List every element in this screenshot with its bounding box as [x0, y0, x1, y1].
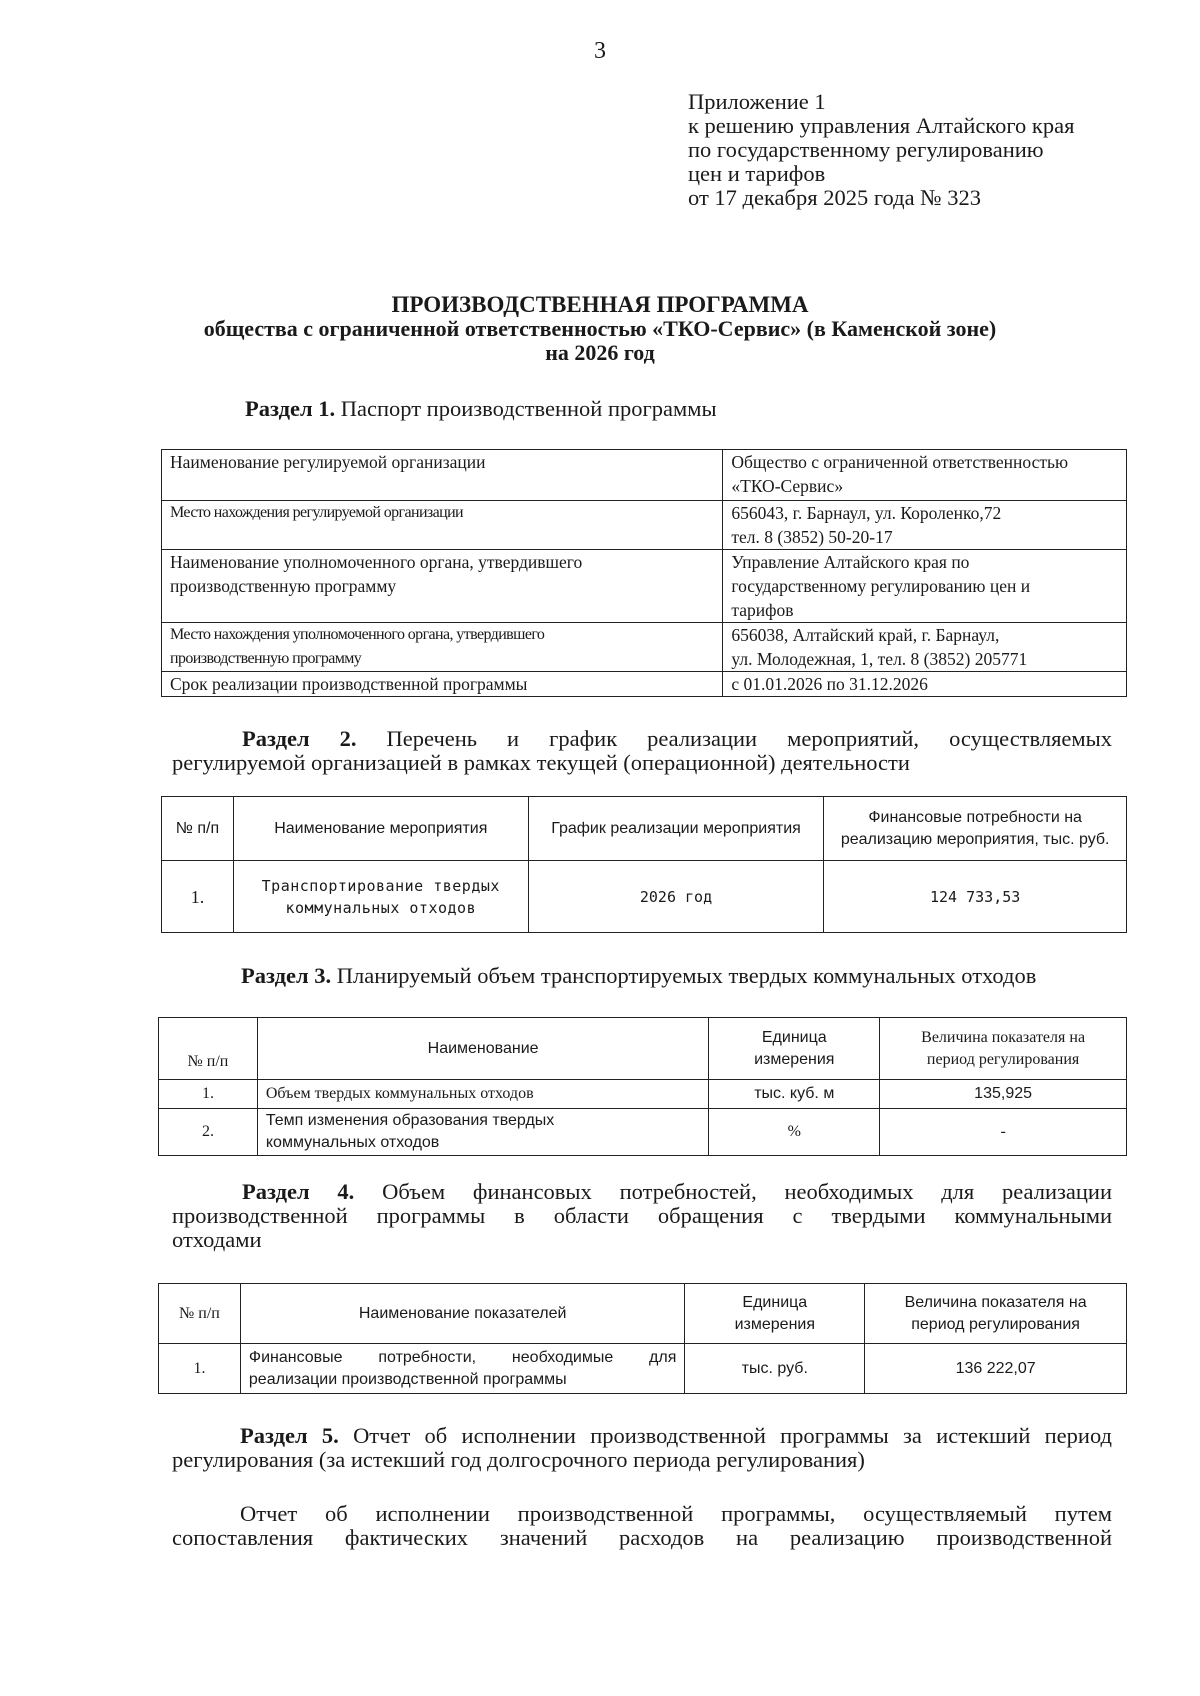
table-cell: Наименование регулируемой организации: [162, 450, 723, 501]
table-cell: 2.: [159, 1109, 258, 1156]
table-header-row: [159, 1284, 1127, 1344]
appendix-line: от 17 декабря 2025 года № 323: [688, 185, 982, 210]
appendix-line: к решению управления Алтайского края: [688, 113, 1075, 138]
table-row: [162, 672, 1127, 697]
document-title: [150, 293, 1050, 365]
table-cell: -: [880, 1109, 1127, 1156]
report-paragraph: Отчет об исполнении производственной программы, осуществляемый путем сопоставления фактических значений расходов на реализацию производственной: [172, 1501, 1112, 1550]
section-text: Паспорт производственной программы: [340, 396, 717, 421]
table-cell: 136 222,07: [865, 1344, 1127, 1394]
section3-heading: Раздел 3. Планируемый объем транспортируемых твердых коммунальных отходов: [241, 963, 1037, 988]
section-label: Раздел 3.: [241, 963, 332, 988]
title-subline: общества с ограниченной ответственностью «ТКО-Сервис» (в Каменской зоне): [203, 316, 997, 341]
table-cell: тыс. куб. м: [709, 1080, 880, 1109]
appendix-block: [688, 90, 1074, 210]
appendix-line: по государственному регулированию: [688, 137, 1044, 162]
table-row: [162, 861, 1127, 933]
table-cell: тыс. руб.: [685, 1344, 865, 1394]
table-row: [159, 1080, 1127, 1109]
column-header: Наименование мероприятия: [233, 797, 528, 861]
appendix-line: Приложение 1: [688, 89, 826, 114]
table-cell: 135,925: [880, 1080, 1127, 1109]
table-cell: Наименование уполномоченного органа, утвердившего производственную программу: [162, 550, 723, 623]
table-row: [162, 501, 1127, 550]
page-number: 3: [594, 38, 606, 64]
column-header: График реализации мероприятия: [528, 797, 824, 861]
table-row: [162, 450, 1127, 501]
section-label: Раздел 5.: [240, 1423, 339, 1448]
table-cell: 124 733,53: [824, 861, 1127, 933]
section5-heading: Раздел 5. Отчет об исполнении производственной программы за истекший период регулирования (за истекший год долгосрочного периода регулирования): [172, 1423, 1112, 1472]
section-label: Раздел 1.: [245, 396, 336, 421]
column-header: Единица измерения: [685, 1284, 865, 1344]
activities-table: [161, 796, 1127, 933]
appendix-line: цен и тарифов: [688, 161, 826, 186]
table-cell: Транспортирование твердых коммунальных отходов: [233, 861, 528, 933]
table-cell: Финансовые потребности, необходимые для реализации производственной программы: [240, 1344, 684, 1394]
section-label: Раздел 2.: [242, 726, 357, 751]
table-row: [159, 1344, 1127, 1394]
column-header: № п/п: [162, 797, 234, 861]
table-cell: 656043, г. Барнаул, ул. Короленко,72 тел. 8 (3852) 50-20-17: [723, 501, 1127, 550]
table-row: [162, 623, 1127, 672]
table-cell: 1.: [159, 1344, 241, 1394]
table-row: [159, 1109, 1127, 1156]
table-cell: Место нахождения регулируемой организации: [162, 501, 723, 550]
section1-heading: [245, 397, 717, 421]
column-header: Величина показателя на период регулирования: [865, 1284, 1127, 1344]
table-cell: 1.: [159, 1080, 258, 1109]
column-header: Единица измерения: [709, 1018, 880, 1080]
table-cell: с 01.01.2026 по 31.12.2026: [723, 672, 1127, 697]
section4-heading: Раздел 4. Объем финансовых потребностей, необходимых для реализации производственной программы в области обращения с твердыми коммунальными отходами: [172, 1179, 1113, 1252]
table-cell: 656038, Алтайский край, г. Барнаул, ул. Молодежная, 1, тел. 8 (3852) 205771: [723, 623, 1127, 672]
column-header: Наименование показателей: [240, 1284, 684, 1344]
column-header: Величина показателя на период регулирования: [880, 1018, 1127, 1080]
table-cell: 2026 год: [528, 861, 824, 933]
table-cell: Место нахождения уполномоченного органа, утвердившего производственную программу: [162, 623, 723, 672]
finance-table: [158, 1283, 1127, 1394]
table-cell: Управление Алтайского края по государственному регулированию цен и тарифов: [723, 550, 1127, 623]
table-cell: Темп изменения образования твердых коммунальных отходов: [257, 1109, 708, 1156]
column-header: № п/п: [159, 1018, 258, 1080]
section2-heading: Раздел 2. Перечень и график реализации мероприятий, осуществляемых регулируемой организацией в рамках текущей (операционной) деятельности: [172, 726, 1113, 775]
table-cell: Объем твердых коммунальных отходов: [257, 1080, 708, 1109]
column-header: № п/п: [159, 1284, 241, 1344]
column-header: Финансовые потребности на реализацию мероприятия, тыс. руб.: [824, 797, 1127, 861]
table-header-row: [159, 1018, 1127, 1080]
table-cell: Срок реализации производственной программы: [162, 672, 723, 697]
table-row: [162, 550, 1127, 623]
table-cell: %: [709, 1109, 880, 1156]
column-header: Наименование: [257, 1018, 708, 1080]
section-label: Раздел 4.: [242, 1179, 355, 1204]
title-year: на 2026 год: [545, 340, 655, 365]
table-header-row: [162, 797, 1127, 861]
table-cell: 1.: [162, 861, 234, 933]
passport-table: [161, 449, 1127, 697]
title-line: ПРОИЗВОДСТВЕННАЯ ПРОГРАММА: [391, 292, 809, 317]
volume-table: [158, 1017, 1127, 1156]
table-cell: Общество с ограниченной ответственностью «ТКО-Сервис»: [723, 450, 1127, 501]
